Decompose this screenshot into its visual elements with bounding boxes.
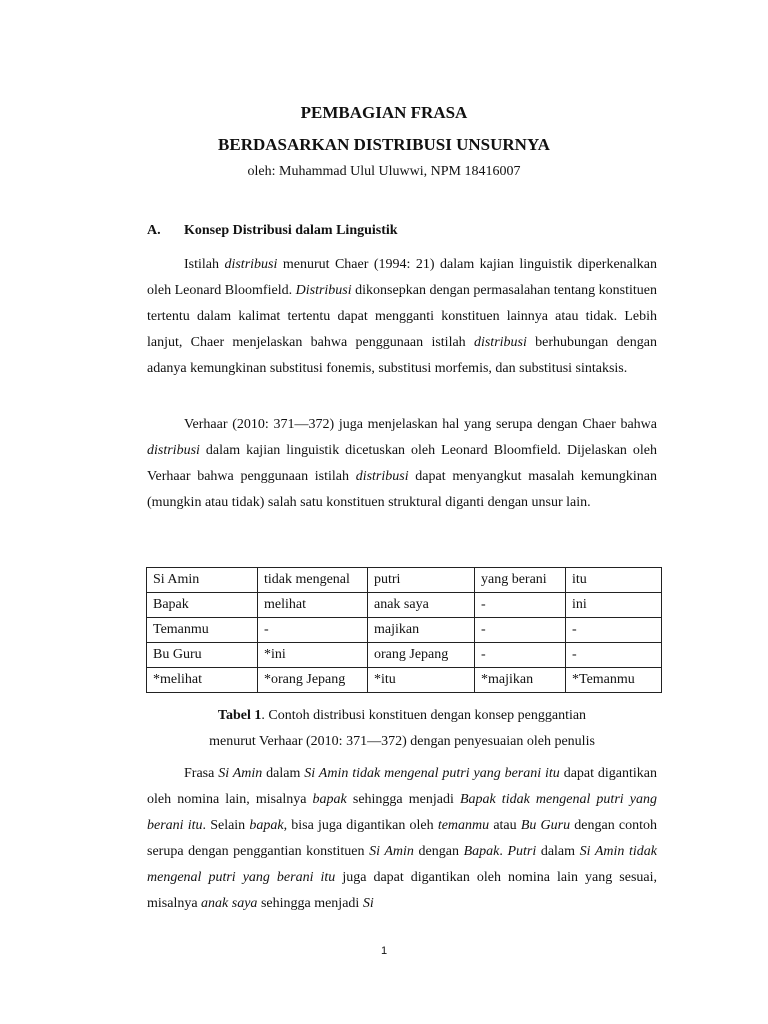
table-row	[147, 668, 662, 693]
document-subtitle: BERDASARKAN DISTRIBUSI UNSURNYA	[218, 135, 550, 154]
text-run: dalam	[262, 766, 305, 781]
italic-term: bapak	[249, 818, 284, 833]
text-run: berhubungan dengan adanya kemungkinan substitusi fonemis, substitusi morfemis, dan substitusi sintaksis.	[147, 335, 657, 376]
author-line: oleh: Muhammad Ulul Uluwwi, NPM 18416007	[247, 164, 521, 179]
paragraph-1	[147, 252, 657, 382]
table-cell: *ini	[258, 643, 368, 668]
table-cell: -	[475, 618, 566, 643]
table-cell: orang Jepang	[368, 643, 475, 668]
section-title: Konsep Distribusi dalam Linguistik	[184, 223, 398, 238]
table-cell: tidak mengenal	[258, 568, 368, 593]
italic-term: Si	[362, 896, 374, 911]
italic-term: Putri	[507, 844, 537, 859]
table-cell: yang berani	[475, 568, 566, 593]
text-run: dalam	[536, 844, 580, 859]
table-row	[147, 568, 662, 593]
italic-term: anak saya	[201, 896, 258, 911]
text-run: dapat menyangkut masalah kemungkinan (mungkin atau tidak) salah satu konstituen struktural diganti dengan unsur lain.	[147, 469, 657, 510]
table-cell: itu	[566, 568, 662, 593]
table-cell: Temanmu	[147, 618, 258, 643]
table-cell: Si Amin	[147, 568, 258, 593]
page-number: 1	[380, 945, 388, 957]
table-cell: -	[475, 593, 566, 618]
italic-term: temanmu	[437, 818, 490, 833]
text-run: dengan contoh serupa dengan penggantian konstituen	[147, 818, 657, 859]
table-cell: *majikan	[475, 668, 566, 693]
table-cell: ini	[566, 593, 662, 618]
italic-term: Bapak	[463, 844, 500, 859]
italic-term: distribusi	[355, 469, 409, 484]
table-cell: *itu	[368, 668, 475, 693]
table-cell: melihat	[258, 593, 368, 618]
text-run: atau	[489, 818, 521, 833]
italic-term: Si Amin	[218, 766, 263, 781]
table-cell: Bapak	[147, 593, 258, 618]
italic-term: Si Amin tidak mengenal putri yang berani itu	[304, 766, 560, 781]
text-run: dapat digantikan oleh nomina lain, misalnya	[147, 766, 657, 807]
distribution-table-body	[147, 568, 662, 693]
text-run: . Selain	[202, 818, 250, 833]
text-run: Verhaar (2010: 371—372) juga menjelaskan hal yang serupa dengan Chaer bahwa	[184, 417, 657, 432]
italic-term: distribusi	[147, 443, 200, 458]
text-run: dengan	[413, 844, 464, 859]
table-cell: Bu Guru	[147, 643, 258, 668]
paragraph-2	[147, 412, 657, 516]
text-run: juga dapat digantikan oleh nomina lain yang sesuai, misalnya	[147, 870, 657, 911]
text-run: Frasa	[184, 766, 219, 781]
table-row	[147, 643, 662, 668]
table-cell: putri	[368, 568, 475, 593]
text-run: Istilah	[184, 257, 225, 272]
text-run: dalam kajian linguistik dicetuskan oleh Leonard Bloomfield. Dijelaskan oleh Verhaar bahwa penggunaan istilah	[147, 443, 657, 484]
italic-term: Bapak tidak mengenal putri yang berani itu	[147, 792, 657, 833]
section-number: A.	[147, 223, 161, 238]
italic-term: distribusi	[224, 257, 278, 272]
table-cell: *melihat	[147, 668, 258, 693]
table-cell: -	[258, 618, 368, 643]
text-run: sehingga menjadi	[257, 896, 363, 911]
italic-term: Si Amin	[369, 844, 414, 859]
italic-term: Bu Guru	[520, 818, 571, 833]
italic-term: Distribusi	[295, 283, 352, 298]
text-run: menurut Chaer (1994: 21) dalam kajian linguistik diperkenalkan oleh Leonard Bloomfield.	[147, 257, 658, 298]
document-title: PEMBAGIAN FRASA	[300, 103, 468, 122]
italic-term: bapak	[312, 792, 347, 807]
table-cell: anak saya	[368, 593, 475, 618]
table-row	[147, 618, 662, 643]
text-run: dikonsepkan dengan permasalahan tentang konstituen tertentu dalam kalimat tertentu dapat mengganti konstituen lainnya atau tidak. Lebih lanjut, Chaer menjelaskan bahwa penggunaan istilah	[147, 283, 657, 350]
table-caption-text: . Contoh distribusi konstituen dengan konsep penggantian	[261, 708, 587, 723]
italic-term: Si Amin tidak mengenal putri yang berani itu	[147, 844, 658, 885]
paragraph-3	[147, 761, 657, 917]
table-cell: -	[566, 643, 662, 668]
text-run: , bisa juga digantikan oleh	[283, 818, 438, 833]
table-cell: *Temanmu	[566, 668, 662, 693]
table-caption-line2: menurut Verhaar (2010: 371—372) dengan penyesuaian oleh penulis	[209, 734, 595, 749]
text-run: sehingga menjadi	[346, 792, 460, 807]
table-cell: -	[566, 618, 662, 643]
table-cell: *orang Jepang	[258, 668, 368, 693]
distribution-table	[146, 567, 662, 693]
table-row	[147, 593, 662, 618]
table-cell: -	[475, 643, 566, 668]
table-caption-line1	[147, 707, 657, 725]
section-heading	[147, 222, 667, 240]
text-run: .	[499, 844, 508, 859]
table-caption-label: Tabel 1	[217, 708, 262, 723]
table-cell: majikan	[368, 618, 475, 643]
italic-term: distribusi	[473, 335, 527, 350]
